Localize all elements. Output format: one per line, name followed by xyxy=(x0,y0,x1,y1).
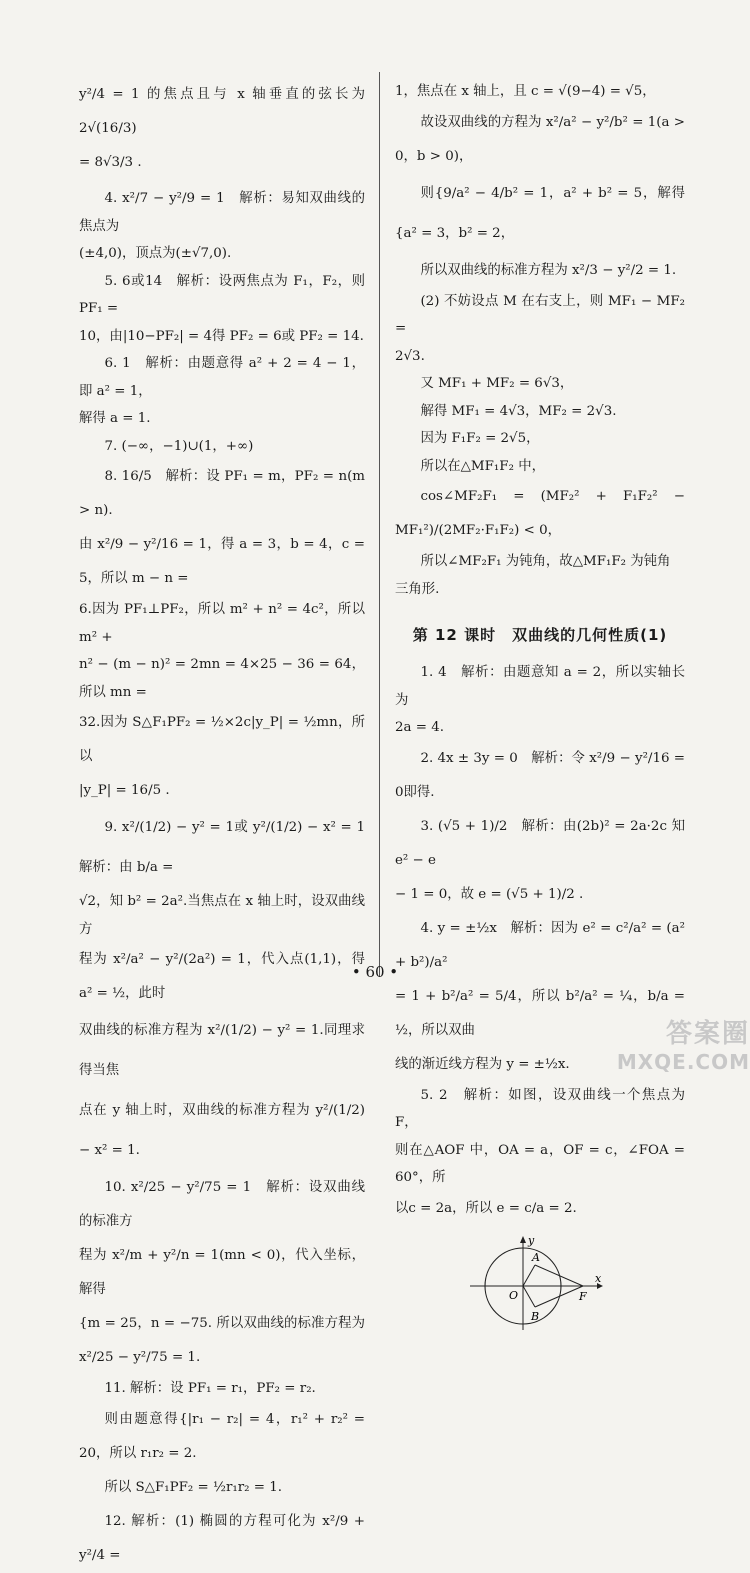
y-axis-arrow xyxy=(520,1236,526,1243)
text-line: 所以 S△F₁PF₂ = ½r₁r₂ = 1. xyxy=(104,1479,283,1495)
text-line: 10. x²/25 − y²/75 = 1 解析：设双曲线的标准方 xyxy=(79,1180,365,1229)
segment-ob xyxy=(523,1286,535,1307)
text-line: 6. 1 解析：由题意得 a² + 2 = 4 − 1，即 a² = 1， xyxy=(79,356,365,399)
text-line: 解得 MF₁ = 4√3，MF₂ = 2√3. xyxy=(420,403,617,419)
text-line: |y_P| = 16/5 . xyxy=(79,783,170,798)
text-line: 程为 x²/a² − y²/(2a²) = 1，代入点(1,1)，得 a² = ½，此时 xyxy=(79,952,365,1001)
segment-bf xyxy=(535,1286,583,1307)
text-line: 所以在△MF₁F₂ 中， xyxy=(420,458,545,474)
right-column xyxy=(395,78,685,1334)
text-line: 2a = 4. xyxy=(395,720,445,735)
text-line: cos∠MF₂F₁ = (MF₂² + F₁F₂² − MF₁²)/(2MF₂·F₁F₂) < 0， xyxy=(395,489,685,538)
text-line: (±4,0)，顶点为(±√7,0). xyxy=(79,246,232,261)
text-line: 则{9/a² − 4/b² = 1，a² + b² = 5，解得{a² = 3，b² = 2， xyxy=(395,185,685,241)
text-line: 双曲线的标准方程为 x²/(1/2) − y² = 1.同理求得当焦 xyxy=(79,1023,365,1078)
text-line: 所以∠MF₂F₁ 为钝角，故△MF₁F₂ 为钝角 xyxy=(420,554,671,569)
text-line: 1. 4 解析：由题意知 a = 2，所以实轴长为 xyxy=(395,665,685,708)
text-line: 4. y = ±½x 解析：因为 e² = c²/a² = (a² + b²)/a² xyxy=(395,920,685,970)
text-line: √2，知 b² = 2a².当焦点在 x 轴上时，设双曲线方 xyxy=(79,894,365,937)
text-line: 由 x²/9 − y²/16 = 1，得 a = 3，b = 4，c = 5，所以 m − n = xyxy=(79,537,365,586)
segment-oa xyxy=(523,1265,535,1286)
text-line: 三角形. xyxy=(395,581,440,597)
text-line: 11. 解析：设 PF₁ = r₁，PF₂ = r₂. xyxy=(104,1381,316,1396)
text-line: 以c = 2a，所以 e = c/a = 2. xyxy=(395,1200,577,1216)
point-a-label: A xyxy=(532,1250,540,1264)
watermark-bottom: MXQE.COM xyxy=(616,1050,750,1074)
text-line: {m = 25，n = −75. 所以双曲线的标准方程为 x²/25 − y²/75 = 1. xyxy=(79,1316,365,1365)
text-line: 又 MF₁ + MF₂ = 6√3， xyxy=(420,376,574,391)
text-line: 点在 y 轴上时，双曲线的标准方程为 y²/(1/2) − x² = 1. xyxy=(79,1103,365,1158)
text-line: 5. 6或14 解析：设两焦点为 F₁，F₂，则 PF₁ = xyxy=(79,273,365,316)
text-line: (2) 不妨设点 M 在右支上，则 MF₁ − MF₂ = xyxy=(395,293,685,336)
y-axis-label: y xyxy=(528,1233,535,1247)
text-line: 程为 x²/m + y²/n = 1(mn < 0)，代入坐标，解得 xyxy=(79,1248,365,1297)
lesson-title: 第 12 课时 双曲线的几何性质(1) xyxy=(412,626,668,644)
text-line: 8. 16/5 解析：设 PF₁ = m，PF₂ = n(m > n). xyxy=(79,469,365,518)
text-line: y²/4 = 1 的焦点且与 x 轴垂直的弦长为 2√(16/3) xyxy=(79,87,365,136)
text-line: 所以双曲线的标准方程为 x²/3 − y²/2 = 1. xyxy=(420,262,677,278)
point-b-label: B xyxy=(531,1309,540,1323)
text-line: 10，由|10−PF₂| = 4得 PF₂ = 6或 PF₂ = 14. xyxy=(79,328,364,344)
origin-label: O xyxy=(509,1288,519,1302)
text-line: 9. x²/(1/2) − y² = 1或 y²/(1/2) − x² = 1 解析：由 b/a = xyxy=(79,820,379,875)
watermark xyxy=(610,1020,750,1078)
text-line: n² − (m − n)² = 2mn = 4×25 − 36 = 64，所以 mn = xyxy=(79,657,365,700)
column-divider xyxy=(379,72,380,977)
text-line: 4. x²/7 − y²/9 = 1 解析：易知双曲线的焦点为 xyxy=(79,191,365,234)
text-line: 32.因为 S△F₁PF₂ = ½×2c|y_P| = ½mn，所以 xyxy=(79,715,365,764)
focus-f-label: F xyxy=(579,1289,587,1303)
text-line: 因为 F₁F₂ = 2√5， xyxy=(420,431,540,446)
text-line: 线的渐近线方程为 y = ±½x. xyxy=(395,1056,570,1072)
text-line: 2√3. xyxy=(395,348,425,364)
text-line: 6.因为 PF₁⊥PF₂，所以 m² + n² = 4c²，所以 m² + xyxy=(79,602,365,645)
segment-af xyxy=(535,1265,583,1286)
text-line: 则由题意得{|r₁ − r₂| = 4，r₁² + r₂² = 20，所以 r₁r₂ = 2. xyxy=(79,1411,365,1461)
watermark-top: 答案圈 xyxy=(665,1019,750,1049)
text-line: 2. 4x ± 3y = 0 解析：令 x²/9 − y²/16 = 0即得. xyxy=(395,750,685,800)
text-line: = 1 + b²/a² = 5/4，所以 b²/a² = ¼，b/a = ½，所以双曲 xyxy=(395,988,685,1038)
hyperbola-figure xyxy=(465,1234,605,1334)
text-line: 12. 解析：(1) 椭圆的方程可化为 x²/9 + y²/4 = xyxy=(79,1513,365,1563)
text-line: − 1 = 0，故 e = (√5 + 1)/2 . xyxy=(395,886,584,902)
text-line: = 8√3/3 . xyxy=(79,155,142,170)
text-line: 则在△AOF 中，OA = a，OF = c，∠FOA = 60°，所 xyxy=(395,1142,685,1185)
page-number: • 60 • xyxy=(351,963,399,981)
text-line: 故设双曲线的方程为 x²/a² − y²/b² = 1(a > 0，b > 0)， xyxy=(395,114,685,164)
x-axis-label: x xyxy=(595,1271,602,1285)
text-line: 7. (−∞，−1)∪(1，+∞) xyxy=(104,438,254,454)
text-line: 3. (√5 + 1)/2 解析：由(2b)² = 2a·2c 知 e² − e xyxy=(395,818,685,868)
text-line: 1，焦点在 x 轴上，且 c = √(9−4) = √5， xyxy=(395,84,656,99)
text-line: 5. 2 解析：如图，设双曲线一个焦点为 F， xyxy=(395,1087,685,1130)
text-line: 解得 a = 1. xyxy=(79,411,151,426)
